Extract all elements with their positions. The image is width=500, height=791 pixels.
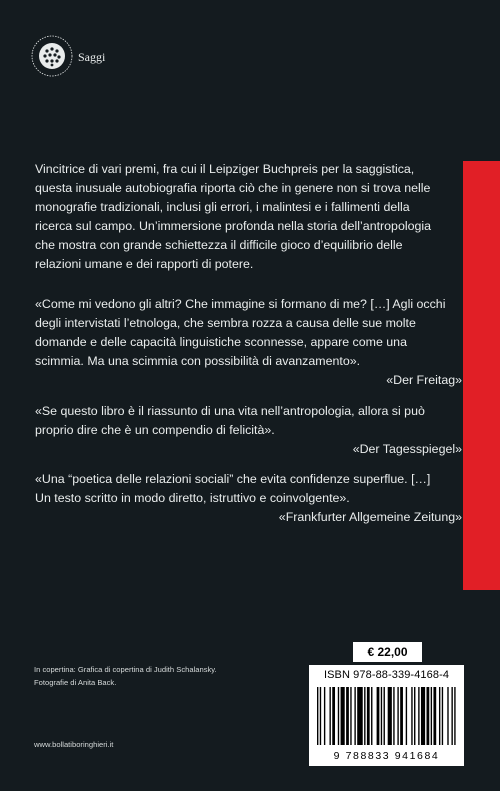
barcode-icon (317, 687, 457, 745)
publisher-url[interactable]: www.bollatiboringhieri.it (34, 740, 114, 749)
accent-band (463, 161, 500, 590)
cover-credits (34, 663, 217, 689)
cover-credits-line-2: Fotografie di Anita Back. (34, 678, 117, 687)
book-blurb: Vincitrice di vari premi, fra cui il Leipziger Buchpreis per la saggistica, questa inusuale autobiografia riporta ciò che in genere non si trova nelle monografie tradizionali, inclusi gli errori, i malintesi e i fallimenti della ricerca sul campo. Un’immersione profonda nella storia dell’antropologia che mostra con grande schiettezza il difficile gioco d’equilibrio delle relazioni umane e dei rapporti di potere. (35, 162, 432, 271)
barcode-panel (309, 665, 464, 766)
review-quote-1: «Come mi vedono gli altri? Che immagine si formano di me? […] Agli occhi degli intervistati l’etnologa, che sembra rozza a causa delle sue molte domande e delle capacità linguistiche sconnesse, appare come una scimmia. Ma una scimmia con possibilità di avanzamento». (35, 297, 446, 368)
review-source-2: «Der Tagesspiegel» (352, 442, 462, 456)
publisher-logo (30, 34, 105, 78)
review-source-1: «Der Freitag» (386, 373, 462, 387)
review-quote-3: «Una “poetica delle relazioni sociali” che evita confidenze superflue. […] Un testo scritto in modo diretto, istruttivo e coinvolgente». (35, 472, 431, 505)
price-tag: € 22,00 (353, 642, 422, 662)
cover-credits-line-1: In copertina: Grafica di copertina di Judith Schalansky. (34, 665, 217, 674)
barcode-digits: 9 788833 941684 (333, 750, 440, 762)
review-source-3: «Frankfurter Allgemeine Zeitung» (278, 510, 462, 524)
series-name: Saggi (78, 49, 106, 64)
review-quote-2: «Se questo libro è il riassunto di una vita nell’antropologia, allora si può proprio dire che è un compendio di felicità». (35, 404, 425, 437)
isbn-number: ISBN 978-88-339-4168-4 (323, 669, 450, 681)
publisher-emblem-icon (30, 34, 74, 78)
